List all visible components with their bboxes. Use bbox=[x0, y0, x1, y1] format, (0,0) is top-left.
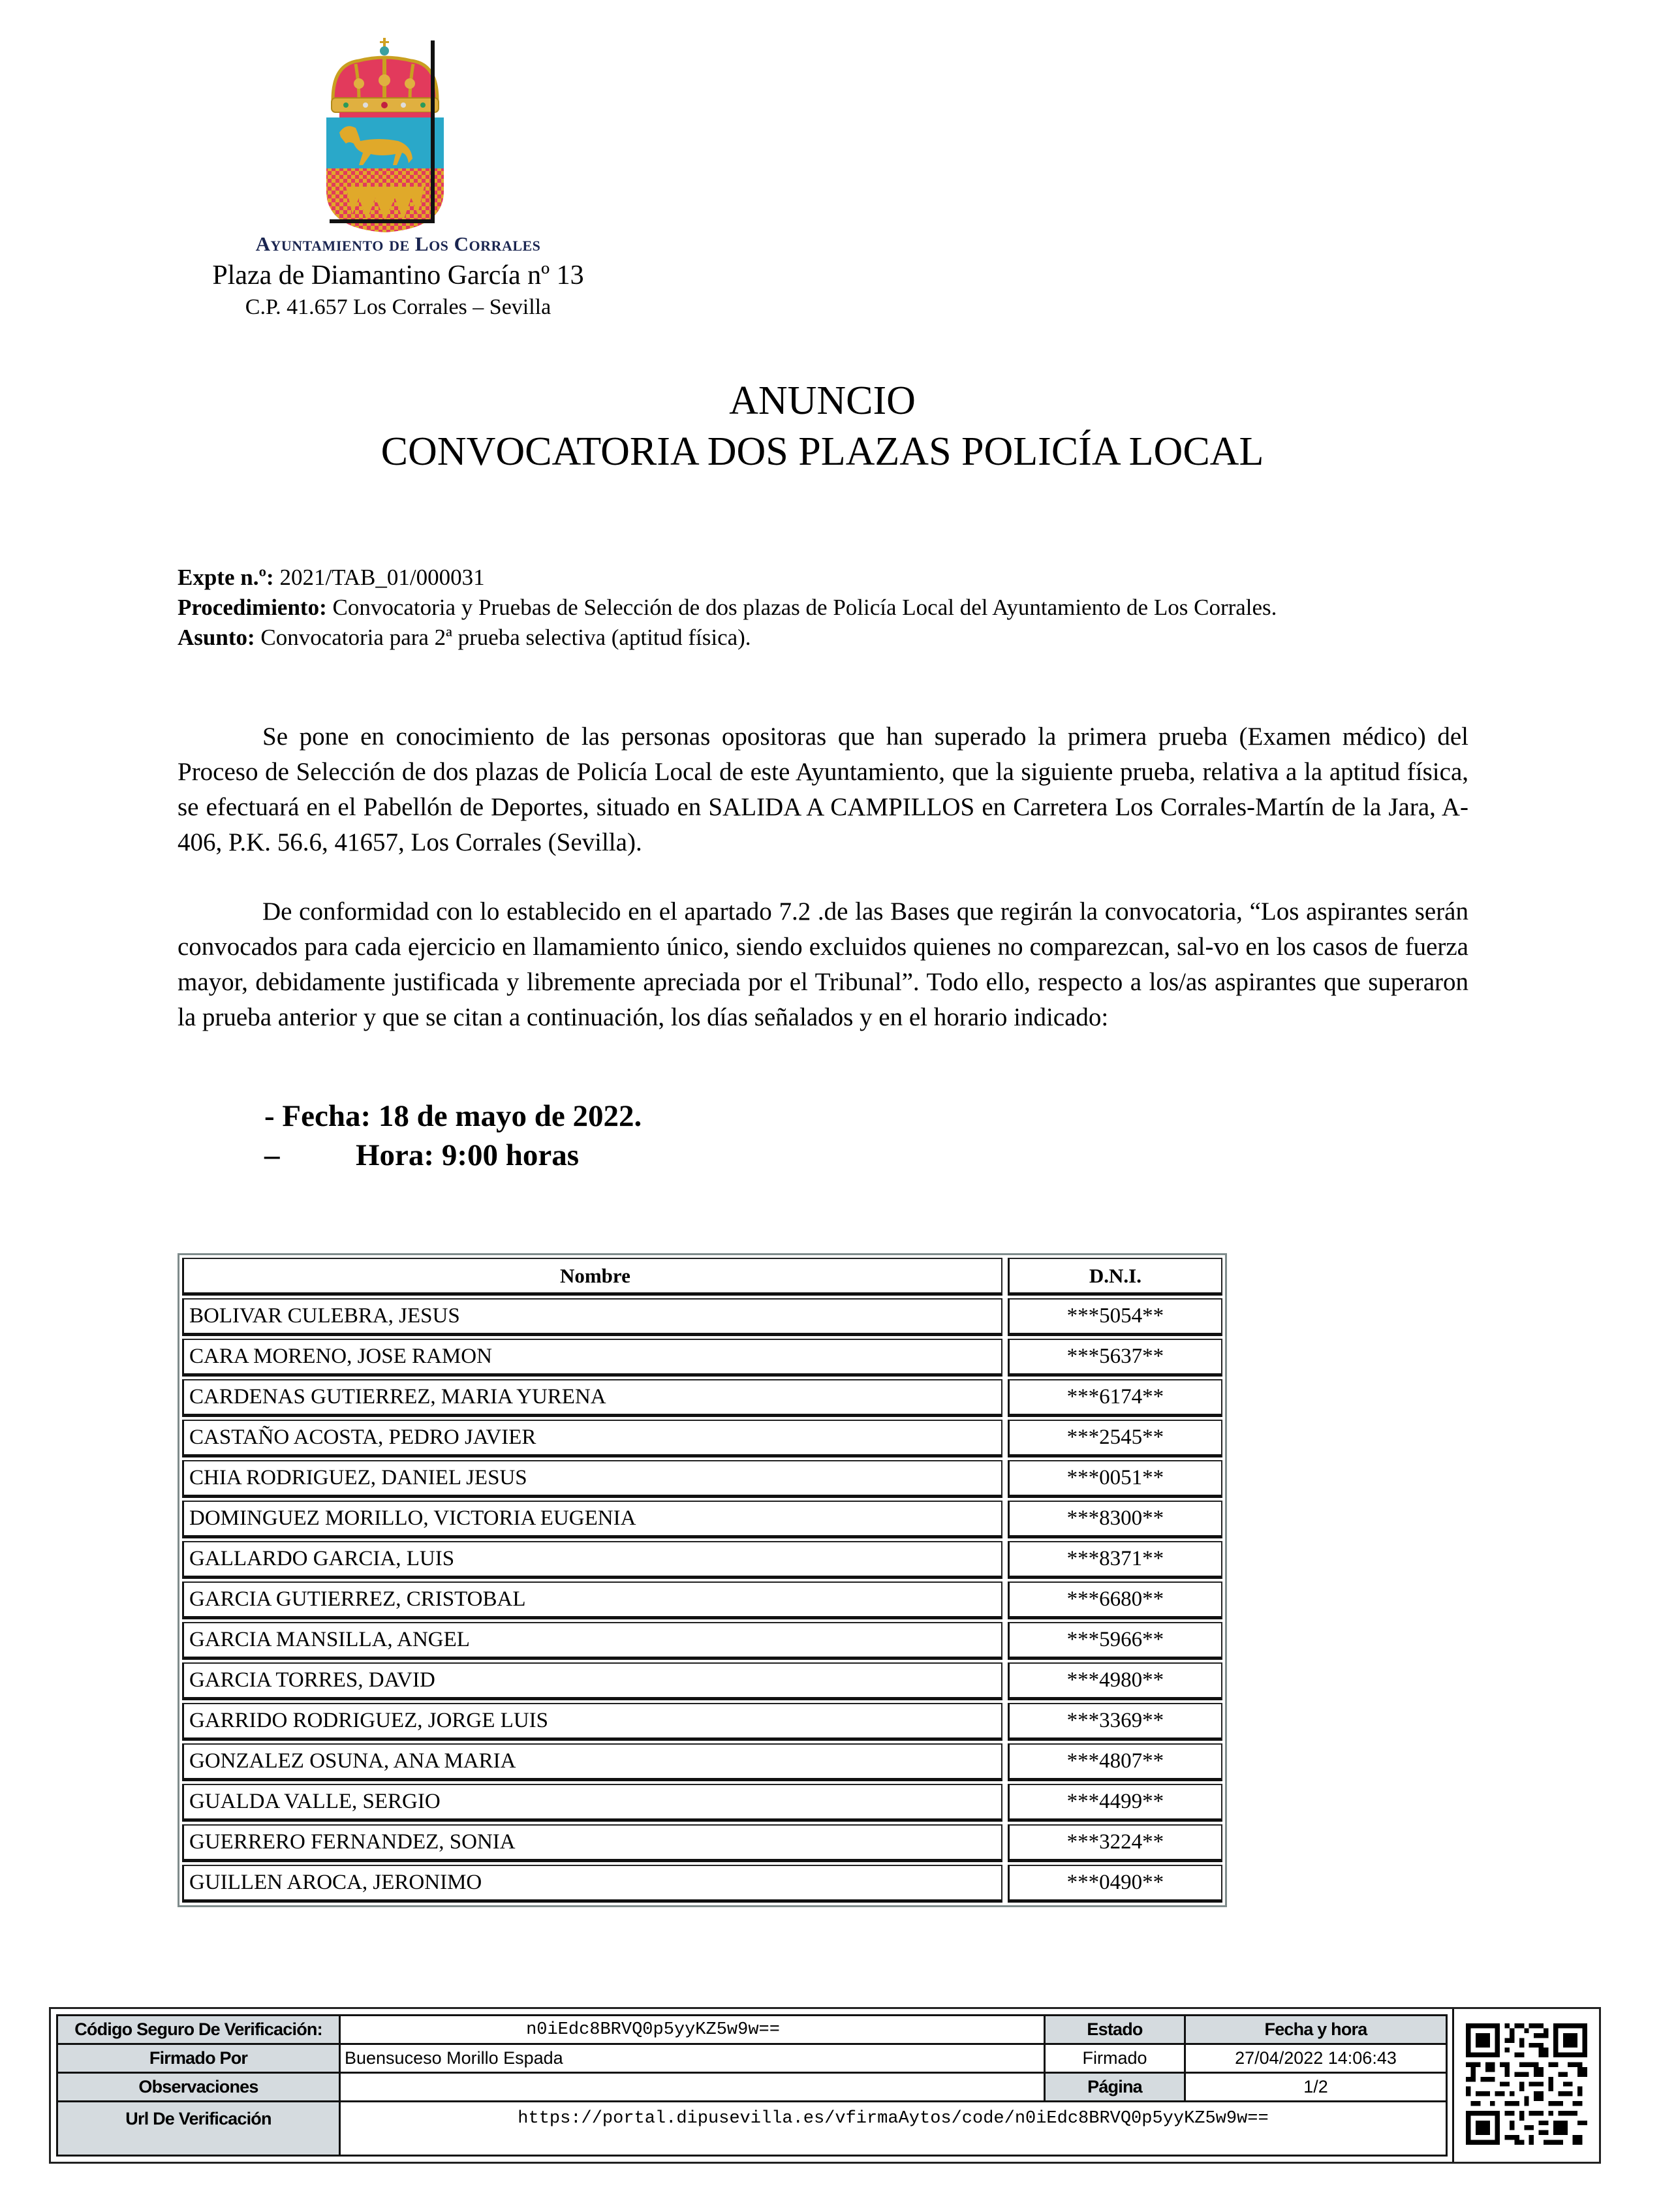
firmado-por-label: Firmado Por bbox=[58, 2045, 341, 2072]
crest-frame-line bbox=[330, 219, 435, 223]
dash-bullet: – bbox=[264, 1138, 280, 1172]
observaciones-label: Observaciones bbox=[58, 2074, 341, 2100]
candidate-name: GONZALEZ OSUNA, ANA MARIA bbox=[182, 1743, 1002, 1781]
table-row bbox=[182, 1420, 1222, 1457]
candidate-name: GARCIA TORRES, DAVID bbox=[182, 1662, 1002, 1700]
candidate-dni: ***5966** bbox=[1008, 1622, 1222, 1660]
candidate-name: GALLARDO GARCIA, LUIS bbox=[182, 1541, 1002, 1579]
fecha-value: 27/04/2022 14:06:43 bbox=[1235, 2048, 1397, 2068]
organization-name: Ayuntamiento de Los Corrales bbox=[255, 232, 541, 255]
candidate-dni: ***4980** bbox=[1008, 1662, 1222, 1700]
candidate-dni: ***5054** bbox=[1008, 1298, 1222, 1336]
organization-address: Plaza de Diamantino García nº 13 bbox=[212, 260, 584, 290]
candidate-name: DOMINGUEZ MORILLO, VICTORIA EUGENIA bbox=[182, 1501, 1002, 1538]
candidate-name: GUERRERO FERNANDEZ, SONIA bbox=[182, 1824, 1002, 1862]
procedimiento-label: Procedimiento: bbox=[178, 595, 327, 620]
candidate-name: GUALDA VALLE, SERGIO bbox=[182, 1784, 1002, 1822]
verification-row-signer bbox=[58, 2045, 1446, 2074]
verification-url-link[interactable]: https://portal.dipusevilla.es/vfirmaAytos/code/n0iEdc8BRVQ0p5yyKZ5w9w== bbox=[518, 2109, 1269, 2128]
table-row bbox=[182, 1581, 1222, 1619]
url-label: Url De Verificación bbox=[58, 2102, 341, 2155]
qr-code-icon[interactable] bbox=[1466, 2023, 1587, 2148]
table-row bbox=[182, 1379, 1222, 1417]
candidate-name: CARA MORENO, JOSE RAMON bbox=[182, 1339, 1002, 1377]
verification-row-observations bbox=[58, 2074, 1446, 2102]
asunto-value: Convocatoria para 2ª prueba selectiva (aptitud física). bbox=[255, 625, 751, 650]
candidate-dni: ***0490** bbox=[1008, 1865, 1222, 1903]
exam-time-row bbox=[264, 1136, 642, 1175]
candidate-name: GUILLEN AROCA, JERONIMO bbox=[182, 1865, 1002, 1903]
candidate-dni: ***8371** bbox=[1008, 1541, 1222, 1579]
candidate-name: CASTAÑO ACOSTA, PEDRO JAVIER bbox=[182, 1420, 1002, 1457]
exam-time: Hora: 9:00 horas bbox=[356, 1138, 580, 1172]
candidate-name: BOLIVAR CULEBRA, JESUS bbox=[182, 1298, 1002, 1336]
candidates-table bbox=[178, 1253, 1227, 1907]
organization-postal: C.P. 41.657 Los Corrales – Sevilla bbox=[245, 295, 551, 319]
table-row bbox=[182, 1541, 1222, 1579]
table-row bbox=[182, 1460, 1222, 1498]
table-row bbox=[182, 1339, 1222, 1377]
pagina-value: 1/2 bbox=[1303, 2077, 1328, 2096]
candidate-dni: ***2545** bbox=[1008, 1420, 1222, 1457]
candidate-dni: ***0051** bbox=[1008, 1460, 1222, 1498]
exam-schedule bbox=[264, 1097, 642, 1175]
table-row bbox=[182, 1703, 1222, 1741]
table-row bbox=[182, 1298, 1222, 1336]
file-metadata bbox=[178, 563, 1468, 653]
candidate-name: GARCIA GUTIERREZ, CRISTOBAL bbox=[182, 1581, 1002, 1619]
candidate-dni: ***6174** bbox=[1008, 1379, 1222, 1417]
body-paragraph-2 bbox=[178, 894, 1468, 1035]
asunto-label: Asunto: bbox=[178, 625, 255, 650]
verification-row-code bbox=[58, 2016, 1446, 2045]
paragraph-1-text: Se pone en conocimiento de las personas opositoras que han superado la primera prueba (Examen médico) del Proceso de Selección de dos plazas de Policía Local de este Ayuntamiento, que la siguiente prueba, relativa a la aptitud física, se efectuará en el Pabellón de Deportes, situado en SALIDA A CAMPILLOS en Carretera Los Corrales-Martín de la Jara, A-406, P.K. 56.6, 41657, Los Corrales (Sevilla). bbox=[178, 723, 1468, 856]
table-row bbox=[182, 1662, 1222, 1700]
candidate-name: GARCIA MANSILLA, ANGEL bbox=[182, 1622, 1002, 1660]
table-row bbox=[182, 1784, 1222, 1822]
procedimiento-line bbox=[178, 593, 1468, 623]
table-row bbox=[182, 1743, 1222, 1781]
body-paragraph-1 bbox=[178, 719, 1468, 860]
column-header-name: Nombre bbox=[182, 1258, 1002, 1296]
csv-value: n0iEdc8BRVQ0p5yyKZ5w9w== bbox=[341, 2016, 1046, 2043]
candidate-dni: ***3224** bbox=[1008, 1824, 1222, 1862]
candidate-dni: ***3369** bbox=[1008, 1703, 1222, 1741]
candidate-name: CHIA RODRIGUEZ, DANIEL JESUS bbox=[182, 1460, 1002, 1498]
csv-label: Código Seguro De Verificación: bbox=[58, 2016, 341, 2043]
table-row bbox=[182, 1501, 1222, 1538]
candidate-dni: ***4807** bbox=[1008, 1743, 1222, 1781]
estado-label: Estado bbox=[1046, 2016, 1186, 2043]
table-row bbox=[182, 1865, 1222, 1903]
verification-grid bbox=[56, 2014, 1448, 2157]
table-row bbox=[182, 1622, 1222, 1660]
candidate-dni: ***5637** bbox=[1008, 1339, 1222, 1377]
estado-value: Firmado bbox=[1046, 2045, 1186, 2072]
candidate-dni: ***8300** bbox=[1008, 1501, 1222, 1538]
observaciones-value bbox=[341, 2074, 1046, 2100]
verification-row-url bbox=[58, 2102, 1446, 2155]
candidate-name: CARDENAS GUTIERREZ, MARIA YURENA bbox=[182, 1379, 1002, 1417]
signature-verification-box bbox=[49, 2007, 1601, 2164]
candidate-name: GARRIDO RODRIGUEZ, JORGE LUIS bbox=[182, 1703, 1002, 1741]
candidate-dni: ***4499** bbox=[1008, 1784, 1222, 1822]
column-header-dni: D.N.I. bbox=[1008, 1258, 1222, 1296]
pagina-label: Página bbox=[1046, 2074, 1186, 2100]
fecha-label: Fecha y hora bbox=[1186, 2016, 1446, 2043]
exam-date: - Fecha: 18 de mayo de 2022. bbox=[264, 1099, 642, 1133]
table-header-row bbox=[182, 1258, 1222, 1296]
table-row bbox=[182, 1824, 1222, 1862]
expte-value: 2021/TAB_01/000031 bbox=[273, 565, 485, 590]
candidate-dni: ***6680** bbox=[1008, 1581, 1222, 1619]
procedimiento-value: Convocatoria y Pruebas de Selección de dos plazas de Policía Local del Ayuntamiento de Los Corrales. bbox=[326, 595, 1277, 620]
title-line-1: ANUNCIO bbox=[729, 379, 916, 423]
expte-label: Expte n.º: bbox=[178, 565, 274, 590]
title-line-2: CONVOCATORIA DOS PLAZAS POLICÍA LOCAL bbox=[380, 429, 1264, 474]
paragraph-2-text: De conformidad con lo establecido en el apartado 7.2 .de las Bases que regirán la convocatoria, “Los aspirantes serán convocados para cada ejercicio en llamamiento único, siendo excluidos quienes no comparezcan, sal-vo en los casos de fuerza mayor, debidamente justificada y libremente apreciada por el Tribunal”. Todo ello, respecto a los/as aspirantes que superaron la prueba anterior y que se citan a continuación, los días señalados y en el horario indicado: bbox=[178, 897, 1468, 1031]
qr-code-cell bbox=[1452, 2009, 1599, 2162]
crest-frame-line bbox=[431, 40, 435, 223]
document-title bbox=[320, 375, 1325, 477]
asunto-line bbox=[178, 623, 1468, 653]
firmado-por-value: Buensuceso Morillo Espada bbox=[341, 2045, 1046, 2072]
expte-line bbox=[178, 563, 1468, 593]
